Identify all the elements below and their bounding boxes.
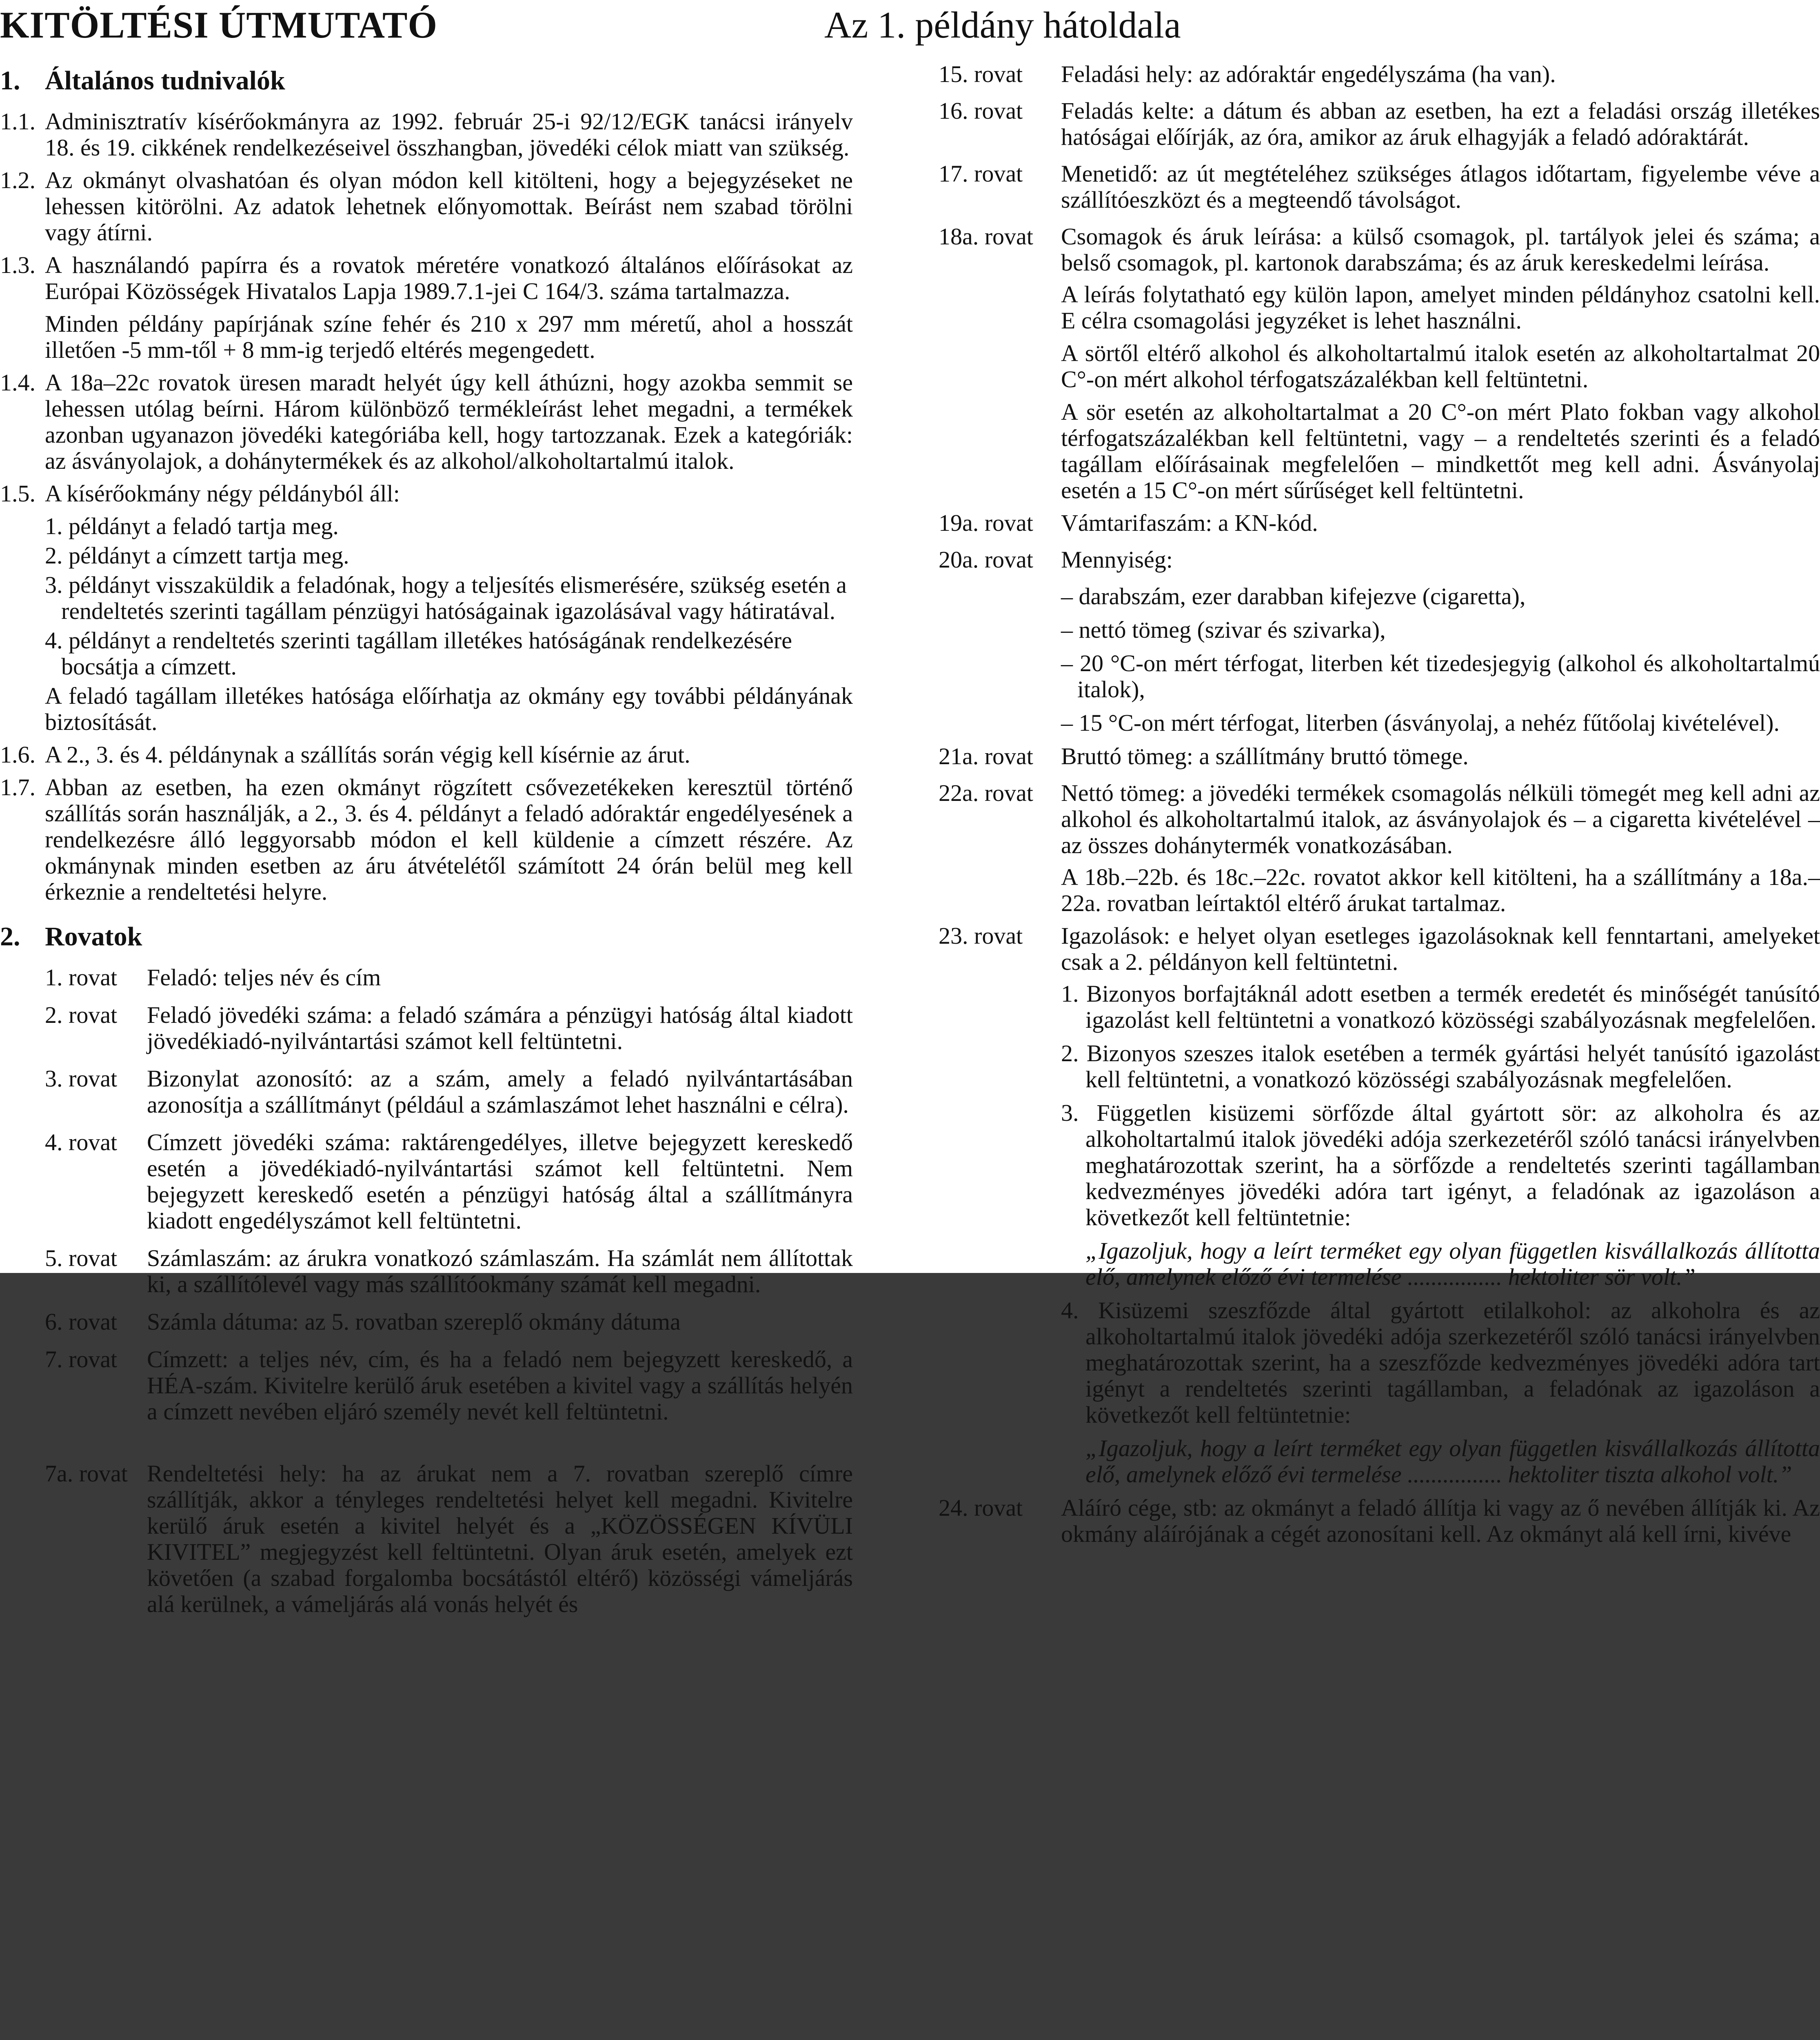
paragraph-text: Adminisztratív kísérőokmányra az 1992. február 25-i 92/12/EGK tanácsi irányelv 18. és 19. cikkének rendelkezéseivel összhangban, jövedéki célok miatt van szükség.: [45, 108, 853, 161]
paragraph-number: 1.5.: [0, 480, 36, 507]
box-label: 18a. rovat: [939, 223, 1033, 250]
right-column: [939, 61, 1820, 1558]
box-description: Igazolások: e helyet olyan esetleges igazolásoknak kell fenntartani, amelyeket csak a 2. példányon kell feltüntetni.: [1061, 922, 1820, 975]
box-description: Feladási hely: az adóraktár engedélyszáma (ha van).: [1061, 61, 1556, 87]
box-row: [939, 98, 1820, 150]
copy-list-item: 2. példányt a címzett tartja meg.: [45, 542, 349, 569]
copy-list-item: 1. példányt a feladó tartja meg.: [45, 513, 339, 539]
paragraph-number: 1.3.: [0, 252, 36, 278]
certificate-list-item: 3. Független kisüzemi sörfőzde által gyártott sör: az alkoholra és az alkoholtartalmú italok jövedéki adója szerkezetéről szóló tanácsi irányelvben meghatározottak szerint, ha a sörfőzde a rendeltetés szerinti tagállamban kedvezményes jövedéki adóra tart igényt, a feladónak az igazoláson a következőt kell feltüntetnie:: [1061, 1100, 1820, 1231]
box-label: 21a. rovat: [939, 743, 1033, 769]
section-number: 1.: [0, 66, 20, 95]
quantity-list-item: – 15 °C-on mért térfogat, literben (ásványolaj, a nehéz fűtőolaj kivételével).: [1061, 710, 1780, 736]
box-description: Feladás kelte: a dátum és abban az esetben, ha ezt a feladási ország illetékes hatóságai előírják, az óra, amikor az áruk elhagyják a feladó adóraktárát.: [1061, 98, 1820, 150]
paragraph-text: A 18a–22c rovatok üresen maradt helyét úgy kell áthúzni, hogy azokba semmit se lehessen utólag beírni. Három különböző termékleírást lehet megadni, a termékek azonban ugyanazon jövedéki kategóriába kell, hogy tartozzanak. Ezek a kategóriák: az ásványolajok, a dohánytermékek és az alkohol/alkoholtartalmú italok.: [45, 369, 853, 474]
box-row: [939, 510, 1820, 536]
paragraph-1-5-continued: A feladó tagállam illetékes hatósága előírhatja az okmány egy további példányának biztosítását.: [45, 683, 853, 735]
box-description: Feladó: teljes név és cím: [147, 964, 381, 991]
box-22a-continued: A 18b.–22b. és 18c.–22c. rovatot akkor kell kitölteni, ha a szállítmány a 18a.–22a. rovatban leírtaktól eltérő árukat tartalmaz.: [1061, 864, 1820, 916]
box-row: [939, 1495, 1820, 1547]
box-description: Bizonylat azonosító: az a szám, amely a feladó nyilvántartásában azonosítja a szállítmányt (például a számlaszámot lehet használni e célra).: [147, 1065, 853, 1118]
box-description: Bruttó tömeg: a szállítmány bruttó tömege.: [1061, 743, 1469, 769]
box-row: [939, 547, 1820, 573]
box-description: Nettó tömeg: a jövedéki termékek csomagolás nélküli tömegét meg kell adni az alkohol és alkoholtartalmú italok, az ásványolajok és – a cigaretta kivételével – az összes dohánytermék vonatkozásában.: [1061, 780, 1820, 858]
box-row: [0, 1461, 853, 1617]
paragraph-number: 1.1.: [0, 108, 36, 135]
box-description: Feladó jövedéki száma: a feladó számára a pénzügyi hatóság által kiadott jövedékiadó-nyilvántartási számot kell feltüntetni.: [147, 1002, 853, 1054]
box-description: Csomagok és áruk leírása: a külső csomagok, pl. tartályok jelei és száma; a belső csomagok, pl. kartonok darabszáma; és az áruk kereskedelmi leírása.: [1061, 223, 1820, 276]
paragraph-text: Abban az esetben, ha ezen okmányt rögzített csővezetékeken keresztül történő szállítás során használják, a 2., 3. és 4. példányt a feladó adóraktár engedélyesének a rendelkezésre álló leggyorsabb módon el kell küldenie a címzett részére. Az okmánynak minden esetben az áru átvételétől számított 24 órán belül meg kell érkeznie a rendeltetési helyre.: [45, 774, 853, 905]
left-column: [0, 61, 853, 1629]
copy-list-item: 4. példányt a rendeltetés szerinti tagállam illetékes hatóságának rendelkezésére bocsátja a címzett.: [45, 627, 792, 680]
quantity-list-item: – 20 °C-on mért térfogat, literben két tizedesjegyig (alkohol és alkoholtartalmú italok),: [1061, 650, 1820, 703]
box-row: [0, 1002, 853, 1054]
box-description: Számlaszám: az árukra vonatkozó számlaszám. Ha számlát nem állítottak ki, a szállítólevél vagy más szállítóokmány számát kell megadni.: [147, 1245, 853, 1297]
box-label: 2. rovat: [45, 1002, 118, 1028]
quantity-list-item: – darabszám, ezer darabban kifejezve (cigaretta),: [1061, 583, 1526, 610]
paragraph-1-3: [0, 252, 853, 304]
certificate-list-item: 2. Bizonyos szeszes italok esetében a termék gyártási helyét tanúsító igazolást kell feltüntetni, a vonatkozó közösségi szabályozásnak megfelelően.: [1061, 1040, 1820, 1093]
box-label: 3. rovat: [45, 1065, 118, 1092]
box-row: [939, 61, 1820, 87]
paragraph-1-4: [0, 370, 853, 474]
box-label: 6. rovat: [45, 1308, 118, 1335]
box-row: [0, 1129, 853, 1234]
quantity-list-item: – nettó tömeg (szivar és szivarka),: [1061, 616, 1386, 643]
box-row: [939, 780, 1820, 858]
paragraph-text: A használandó papírra és a rovatok méretére vonatkozó általános előírásokat az Európai Közösségek Hivatalos Lapja 1989.7.1-jei C 164/3. száma tartalmazza.: [45, 252, 853, 304]
paragraph-text: A kísérőokmány négy példányból áll:: [45, 480, 400, 507]
box-label: 5. rovat: [45, 1245, 118, 1271]
certificate-list-item: 4. Kisüzemi szeszfőzde által gyártott etilalkohol: az alkoholra és az alkoholtartalmú italok jövedéki adója szerkezetéről szóló tanácsi irányelvben meghatározottak szerint, ha a szeszfőzde kedvezményes jövedéki adóra tart igényt a rendeltetés szerinti tagállamban, a feladónak az igazoláson a következőt kell feltüntetnie:: [1061, 1297, 1820, 1428]
spacer: [0, 1436, 853, 1461]
box-description: Vámtarifaszám: a KN-kód.: [1061, 510, 1318, 536]
box-label: 16. rovat: [939, 98, 1023, 124]
box-label: 22a. rovat: [939, 780, 1033, 806]
box-label: 23. rovat: [939, 922, 1023, 949]
box-description: Rendeltetési hely: ha az árukat nem a 7. rovatban szereplő címre szállítják, akkor a tényleges rendeltetési helyet kell megadni. Kivitelre kerülő áruk esetén a kivitel helyét és a „KÖZÖSSÉGEN KÍVÜLI KIVITEL” megjegyzést kell feltüntetni. Olyan áruk esetén, amelyek ezt követően (a szabad forgalomba bocsátástól eltérő) közösségi vámeljárás alá kerülnek, a vámeljárás alá vonás helyét és: [147, 1460, 853, 1617]
box-row: [939, 923, 1820, 975]
box-row: [0, 1309, 853, 1335]
paragraph-1-6: [0, 742, 853, 768]
box-label: 7a. rovat: [45, 1460, 128, 1487]
paragraph-number: 1.6.: [0, 741, 36, 768]
certificate-quote: „Igazoljuk, hogy a leírt terméket egy olyan független kisvállalkozás állította elő, amelynek előző évi termelése ................ hektoliter tiszta alkohol volt.”: [1085, 1435, 1820, 1488]
paragraph-1-2: [0, 167, 853, 246]
box-row: [0, 965, 853, 991]
box-row: [939, 224, 1820, 276]
box-label: 17. rovat: [939, 160, 1023, 187]
paragraph-1-1: [0, 109, 853, 161]
section-boxes-heading: [0, 921, 853, 952]
box-18a-continued: A leírás folytatható egy külön lapon, amelyet minden példányhoz csatolni kell. E célra csomagolási jegyzéket is lehet használni.: [1061, 281, 1820, 334]
box-description: Címzett jövedéki száma: raktárengedélyes, illetve bejegyzett kereskedő esetén a jövedékiadó-nyilvántartási számot kell feltüntetni. Nem bejegyzett kereskedő esetén a pénzügyi hatóság által a szállítmányra kiadott engedélyszámot kell feltüntetni.: [147, 1129, 853, 1234]
box-row: [0, 1066, 853, 1118]
box-row: [0, 1245, 853, 1297]
paragraph-number: 1.4.: [0, 369, 36, 396]
box-description: Mennyiség:: [1061, 546, 1173, 573]
box-row: [939, 161, 1820, 213]
box-18a-continued: A sörtől eltérő alkohol és alkoholtartalmú italok esetén az alkoholtartalmat 20 C°-on mért alkohol térfogatszázalékban kell feltüntetni.: [1061, 340, 1820, 392]
paragraph-number: 1.7.: [0, 774, 36, 800]
box-label: 7. rovat: [45, 1346, 118, 1373]
box-description: Aláíró cége, stb: az okmányt a feladó állítja ki vagy az ő nevében állítják ki. Az okmány aláírójának a cégét azonosítani kell. Az okmányt alá kell írni, kivéve: [1061, 1495, 1820, 1547]
copy-subtitle: Az 1. példány hátoldala: [824, 4, 1181, 46]
certificate-list-item: 1. Bizonyos borfajtáknál adott esetben a termék eredetét és minőségét tanúsító igazolást kell feltüntetni a vonatkozó közösségi szabályozásnak megfelelően.: [1061, 980, 1820, 1033]
section-title: Általános tudnivalók: [45, 66, 285, 95]
box-row: [939, 743, 1820, 769]
section-general-heading: [0, 65, 853, 96]
box-row: [0, 1346, 853, 1425]
certificate-quote: „Igazoljuk, hogy a leírt terméket egy olyan független kisvállalkozás állította elő, amelynek előző évi termelése ................ hektoliter sör volt.”: [1085, 1237, 1820, 1290]
box-description: Címzett: a teljes név, cím, és ha a feladó nem bejegyzett kereskedő, a HÉA-szám. Kivitelre kerülő áruk esetében a kivitel vagy a szállítás helyén a címzett nevében eljáró személy nevét kell feltüntetni.: [147, 1346, 853, 1425]
paragraph-text: A 2., 3. és 4. példánynak a szállítás során végig kell kísérnie az árut.: [45, 741, 690, 768]
document-title: KITÖLTÉSI ÚTMUTATÓ: [0, 4, 438, 46]
paragraph-text: Az okmányt olvashatóan és olyan módon kell kitölteni, hogy a bejegyzéseket ne lehessen kitörölni. Az adatok lehetnek előnyomottak. Beírást nem szabad törölni vagy átírni.: [45, 167, 853, 246]
paragraph-1-3-continued: Minden példány papírjának színe fehér és 210 x 297 mm méretű, ahol a hosszát illetően -5 mm-től + 8 mm-ig terjedő eltérés megengedett.: [45, 310, 853, 363]
box-label: 20a. rovat: [939, 546, 1033, 573]
box-label: 19a. rovat: [939, 510, 1033, 536]
box-label: 1. rovat: [45, 964, 118, 991]
paragraph-1-5: [0, 481, 853, 507]
copy-list-item: 3. példányt visszaküldik a feladónak, hogy a teljesítés elismerésére, szükség esetén a rendeltetés szerinti tagállam pénzügyi hatóságainak igazolásával vagy hátiratával.: [45, 572, 847, 624]
box-description: Számla dátuma: az 5. rovatban szereplő okmány dátuma: [147, 1308, 681, 1335]
box-label: 15. rovat: [939, 61, 1023, 87]
paragraph-1-7: [0, 774, 853, 905]
box-18a-continued: A sör esetén az alkoholtartalmat a 20 C°-on mért Plato fokban vagy alkohol térfogatszázalékban kell feltüntetni, vagy – a rendeltetés szerinti és a feladó tagállam előírásainak megfelelően – mindkettőt meg kell adni. Ásványolaj esetén a 15 C°-on mért sűrűséget kell feltüntetni.: [1061, 399, 1820, 503]
box-label: 24. rovat: [939, 1495, 1023, 1521]
section-title: Rovatok: [45, 922, 142, 951]
paragraph-number: 1.2.: [0, 167, 36, 193]
box-label: 4. rovat: [45, 1129, 118, 1155]
box-description: Menetidő: az út megtételéhez szükséges átlagos időtartam, figyelembe véve a szállítóeszközt és a megteendő távolságot.: [1061, 160, 1820, 213]
section-number: 2.: [0, 922, 20, 951]
